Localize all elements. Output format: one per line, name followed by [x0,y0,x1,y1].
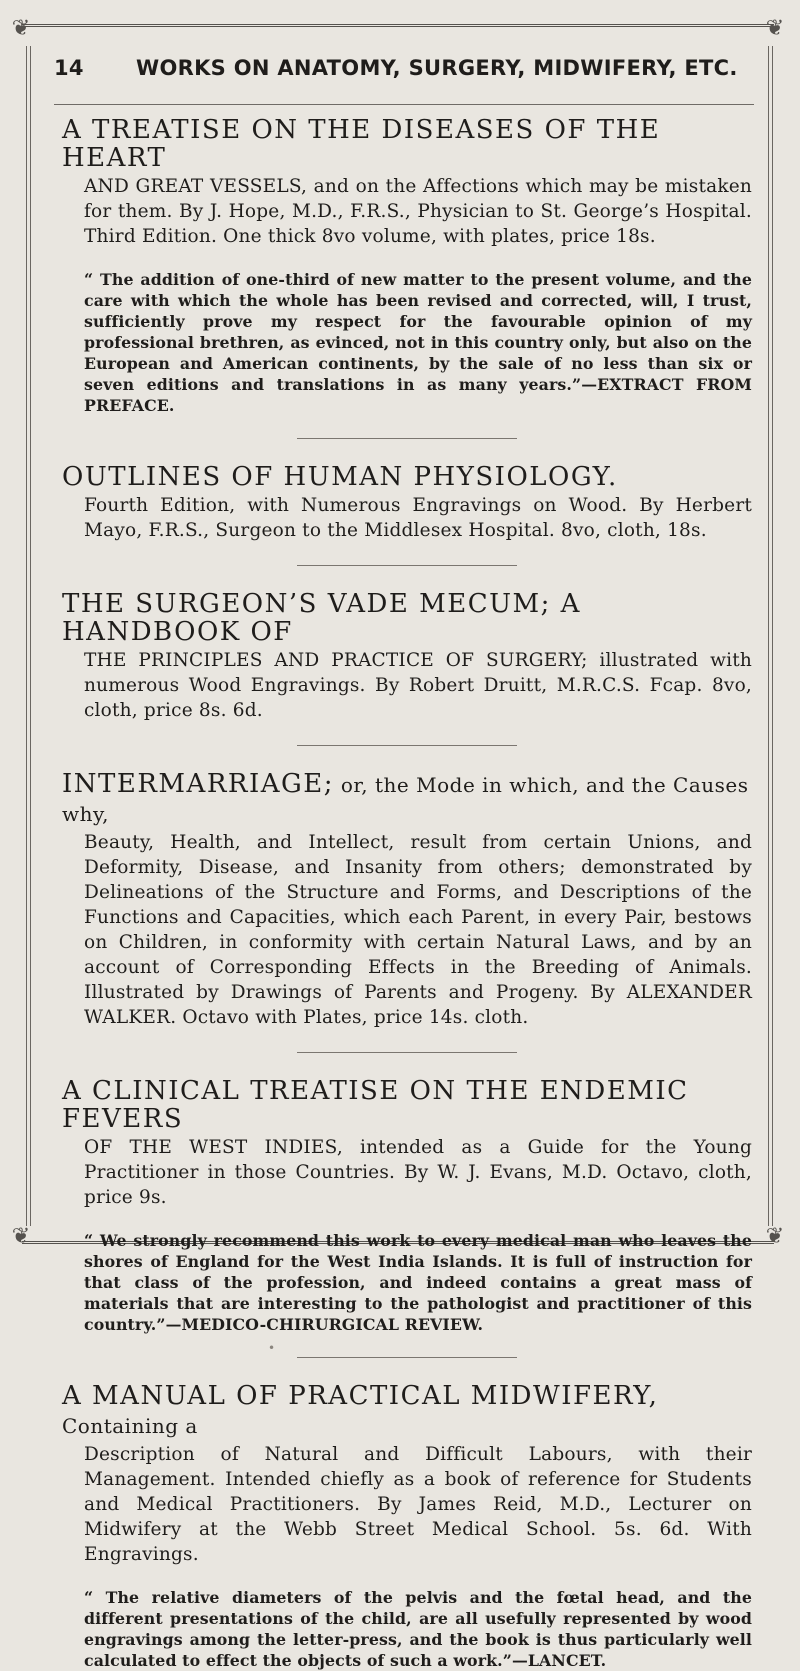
listing-title-line [62,770,752,828]
border-line-left-outer [26,46,27,1226]
corner-ornament-icon: ❦ [765,1224,785,1249]
separator-rule [297,745,517,746]
listing-review-quote: “ The addition of one-third of new matter to the present volume, and the care with which the whole has been revised and corrected, will, I trust, sufficiently prove my respect for the favourable opinion of my professional brethren, as evinced, not in this country only, but also on the European and American continents, by the sale of no less than six or seven editions and translations in as many years.”—EXTRACT FROM PREFACE. [84,270,752,415]
listing-description: Fourth Edition, with Numerous Engravings on Wood. By Herbert Mayo, F.R.S., Surgeon to the Middlesex Hospital. 8vo, cloth, 18s. [84,495,752,541]
listing-endemic-fevers [62,1077,752,1335]
listing-review-quote: “ The relative diameters of the pelvis and the fœtal head, and the different presentations of the child, are all usefully represented by wood engravings among the letter-press, and the book is thus particularly well calculated to effect the objects of such a work.”—LANCET. [84,1588,752,1670]
listing-intermarriage [62,770,752,1030]
listing-description: THE PRINCIPLES AND PRACTICE OF SURGERY; illustrated with numerous Wood Engravings. By Robert Druitt, M.R.C.S. Fcap. 8vo, cloth, price 8s. 6d. [84,650,752,721]
listing-description: OF THE WEST INDIES, intended as a Guide for the Young Practitioner in those Countries. By W. J. Evans, M.D. Octavo, cloth, price 9s. [84,1137,752,1208]
corner-ornament-icon: ❦ [11,16,31,41]
running-title: WORKS ON ANATOMY, SURGERY, MIDWIFERY, ETC. [136,56,738,80]
separator-rule [297,1357,517,1358]
corner-ornament-icon: ❦ [765,16,785,41]
separator-rule [297,565,517,566]
running-header [54,50,754,86]
listing-human-physiology [62,463,752,543]
header-rule [54,104,754,105]
ornament-dot-icon: • [268,1341,276,1355]
listing-description: AND GREAT VESSELS, and on the Affections which may be mistaken for them. By J. Hope, M.D., F.R.S., Physician to St. George’s Hospital. Third Edition. One thick 8vo volume, with plates, price 18s. [84,176,752,247]
listing-title-line [62,1382,752,1440]
separator-rule [297,1052,517,1053]
listing-description: Beauty, Health, and Intellect, result from certain Unions, and Deformity, Disease, and Insanity from others; demonstrated by Delineations of the Structure and Forms, and Descriptions of the Functions and Capacities, which each Parent, in every Pair, bestows on Children, in conformity with certain Natural Laws, and by an account of Corresponding Effects in the Breeding of Animals. Illustrated by Drawings of Parents and Progeny. By ALEXANDER WALKER. Octavo with Plates, price 14s. cloth. [84,832,752,1028]
listing-surgeons-vade-mecum [62,590,752,723]
listing-title: A TREATISE ON THE DISEASES OF THE HEART [62,115,661,173]
border-line-right-outer [772,46,773,1226]
listing-practical-midwifery [62,1382,752,1671]
separator-rule [297,438,517,439]
border-line-right-inner [768,46,769,1226]
listing-review-quote: “ We strongly recommend this work to every medical man who leaves the shores of England for the West India Islands. It is full of instruction for that class of the profession, and indeed contains a great mass of materials that are interesting to the pathologist and practitioner of this country.”—MEDICO-CHIRURGICAL REVIEW. [84,1231,752,1334]
page-number: 14 [54,56,84,80]
book-listings [62,116,752,1671]
border-line-left-inner [30,46,31,1226]
corner-ornament-icon: ❦ [11,1224,31,1249]
listing-title: OUTLINES OF HUMAN PHYSIOLOGY. [62,462,618,492]
listing-title-continuation: or, the Mode in which, and the Causes why, [62,773,749,826]
listing-title: THE SURGEON’S VADE MECUM; A HANDBOOK OF [62,589,581,647]
listing-heart-treatise [62,116,752,416]
listing-description: Description of Natural and Difficult Labours, with their Management. Intended chiefly as a book of reference for Students and Medical Practitioners. By James Reid, M.D., Lecturer on Midwifery at the Webb Street Medical School. 5s. 6d. With Engravings. [84,1444,752,1565]
listing-title: INTERMARRIAGE; [62,769,335,799]
listing-title-continuation: Containing a [62,1414,198,1438]
listing-title: A MANUAL OF PRACTICAL MIDWIFERY, [62,1381,659,1411]
listing-title: A CLINICAL TREATISE ON THE ENDEMIC FEVERS [62,1076,689,1134]
